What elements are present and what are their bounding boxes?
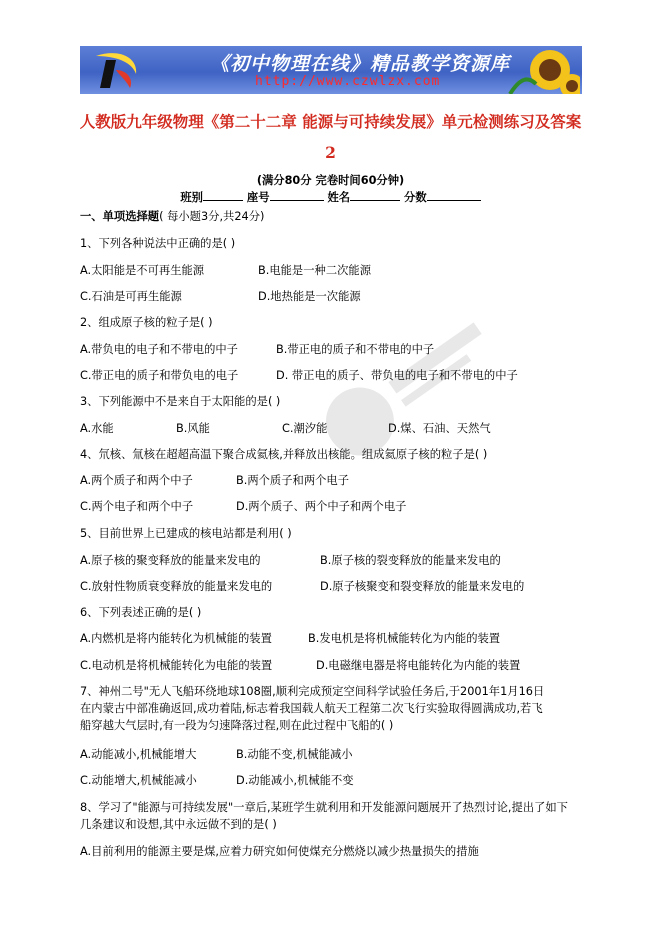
option-c[interactable]: C.带正电的质子和带负电的电子	[80, 369, 239, 382]
option-c[interactable]: C.潮汐能	[282, 422, 328, 435]
banner-url[interactable]: http://www.czwlzx.com	[255, 74, 441, 89]
question-3-options-row	[80, 420, 491, 436]
option-d[interactable]: D.两个质子、两个中子和两个电子	[236, 500, 407, 513]
question-2-options-row-1	[80, 341, 434, 357]
question-7-stem-line-1: 7、神州二号"无人飞船环绕地球108圈,顺利完成预定空间科学试验任务后,于2001年1月16日	[80, 685, 545, 698]
option-c[interactable]: C.动能增大,机械能减小	[80, 774, 197, 787]
question-8-stem-line-2: 几条建议和设想,其中永远做不到的是( )	[80, 818, 277, 831]
question-3-stem: 3、下列能源中不是来自于太阳能的是( )	[80, 395, 281, 408]
question-1-stem: 1、下列各种说法中正确的是( )	[80, 237, 236, 250]
option-c[interactable]: C.放射性物质衰变释放的能量来发电的	[80, 580, 273, 593]
question-7-stem-line-2: 在内蒙古中部准确返回,成功着陆,标志着我国载人航天工程第二次飞行实验取得圆满成功,若飞	[80, 702, 543, 715]
option-b[interactable]: B.原子核的裂变释放的能量来发电的	[320, 554, 501, 567]
field-seat-label: 座号	[246, 191, 270, 204]
question-6-options-row-1	[80, 630, 500, 646]
option-a[interactable]: A.带负电的电子和不带电的中子	[80, 343, 238, 356]
question-5-stem: 5、目前世界上已建成的核电站都是利用( )	[80, 527, 292, 540]
question-6-stem: 6、下列表述正确的是( )	[80, 606, 202, 619]
section-note: ( 每小题3分,共24分)	[159, 210, 265, 223]
option-d[interactable]: D. 带正电的质子、带负电的电子和不带电的中子	[276, 369, 518, 382]
question-1-options-row-1	[80, 262, 371, 278]
question-4-options-row-1	[80, 472, 349, 488]
option-c[interactable]: C.两个电子和两个中子	[80, 500, 194, 513]
question-7-stem-line-3: 船穿越大气层时,有一段为匀速降落过程,则在此过程中飞船的( )	[80, 719, 394, 732]
field-class-label: 班别	[180, 191, 203, 204]
option-c[interactable]: C.石油是可再生能源	[80, 290, 182, 303]
option-d[interactable]: D.煤、石油、天然气	[388, 422, 491, 435]
section-heading	[80, 208, 264, 224]
question-1-options-row-2	[80, 288, 361, 304]
option-b[interactable]: B.风能	[176, 422, 210, 435]
question-2-options-row-2	[80, 367, 518, 383]
score-blank[interactable]	[427, 189, 481, 201]
option-b[interactable]: B.带正电的质子和不带电的中子	[276, 343, 435, 356]
option-b[interactable]: B.两个质子和两个电子	[236, 474, 350, 487]
option-b[interactable]: B.动能不变,机械能减小	[236, 748, 353, 761]
document-title-number: 2	[325, 143, 336, 162]
option-a[interactable]: A.动能减小,机械能增大	[80, 748, 197, 761]
question-2-stem: 2、组成原子核的粒子是( )	[80, 316, 213, 329]
question-7-options-row-2	[80, 772, 354, 788]
section-title: 一、单项选择题	[80, 210, 160, 223]
option-d[interactable]: D.原子核聚变和裂变释放的能量来发电的	[320, 580, 525, 593]
question-8-option-a[interactable]: A.目前利用的能源主要是煤,应着力研究如何使煤充分燃烧以减少热量损失的措施	[80, 845, 479, 858]
question-5-options-row-1	[80, 552, 501, 568]
question-6-options-row-2	[80, 657, 520, 673]
option-d[interactable]: D.电磁继电器是将电能转化为内能的装置	[316, 659, 521, 672]
option-b[interactable]: B.发电机是将机械能转化为内能的装置	[308, 632, 501, 645]
class-blank[interactable]	[203, 189, 243, 201]
option-a[interactable]: A.水能	[80, 422, 114, 435]
question-7-options-row-1	[80, 746, 353, 762]
question-4-options-row-2	[80, 498, 406, 514]
option-a[interactable]: A.太阳能是不可再生能源	[80, 264, 205, 277]
option-a[interactable]: A.内燃机是将内能转化为机械能的装置	[80, 632, 272, 645]
document-title: 人教版九年级物理《第二十二章 能源与可持续发展》单元检测练习及答案	[79, 112, 582, 131]
name-blank[interactable]	[350, 189, 400, 201]
option-a[interactable]: A.两个质子和两个中子	[80, 474, 193, 487]
score-info: (满分80分 完卷时间60分钟)	[256, 174, 405, 187]
question-4-stem: 4、氘核、氚核在超超高温下聚合成氦核,并释放出核能。组成氦原子核的粒子是( )	[80, 448, 488, 461]
option-d[interactable]: D.动能减小,机械能不变	[236, 774, 354, 787]
question-5-options-row-2	[80, 578, 524, 594]
option-a[interactable]: A.原子核的聚变释放的能量来发电的	[80, 554, 261, 567]
field-score-label: 分数	[404, 191, 427, 204]
question-8-stem-line-1: 8、学习了"能源与可持续发展"一章后,某班学生就利用和开发能源问题展开了热烈讨论,提出了如下	[80, 801, 568, 814]
option-c[interactable]: C.电动机是将机械能转化为电能的装置	[80, 659, 273, 672]
banner-title: 《初中物理在线》精品教学资源库	[210, 53, 511, 75]
option-b[interactable]: B.电能是一种二次能源	[258, 264, 372, 277]
header-banner	[80, 46, 582, 94]
watermark-icon	[285, 281, 526, 500]
option-d[interactable]: D.地热能是一次能源	[258, 290, 361, 303]
sunflower-icon	[502, 48, 580, 94]
seat-blank[interactable]	[270, 189, 324, 201]
site-logo-icon	[86, 48, 146, 94]
student-info-fields	[0, 189, 661, 205]
field-name-label: 姓名	[327, 191, 351, 204]
